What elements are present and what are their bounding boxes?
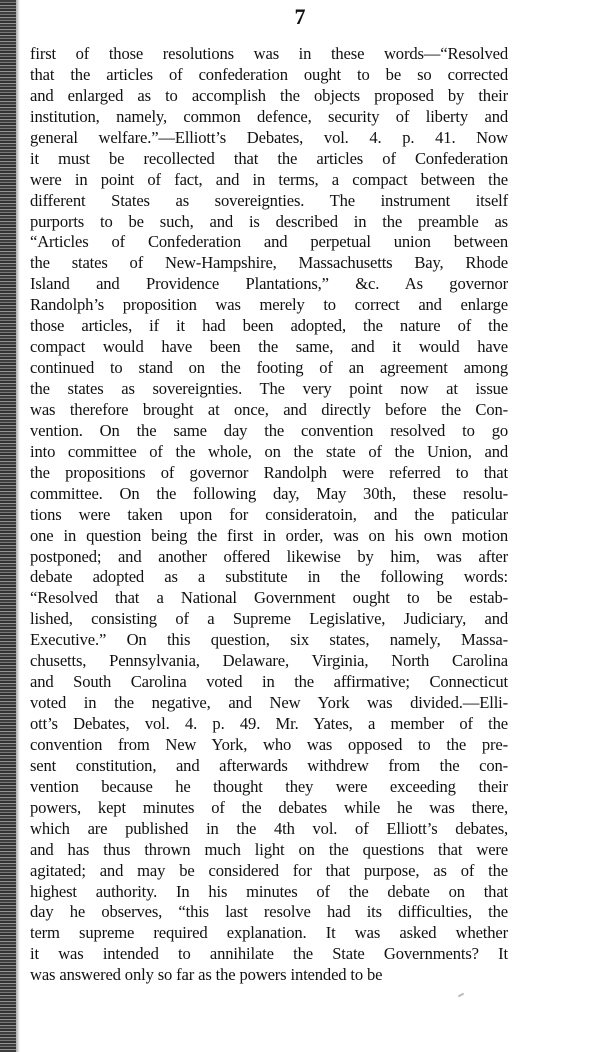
text-line: Randolph’s proposition was merely to correct and enlarge — [30, 295, 508, 315]
text-line: vention. On the same day the convention resolved to go — [30, 420, 508, 440]
text-line: voted in the negative, and New York was divided.—Elli- — [30, 693, 508, 713]
text-line: was therefore brought at once, and directly before the Con- — [30, 399, 508, 419]
text-line: Executive.” On this question, six states, namely, Massa- — [30, 630, 508, 650]
text-line: purports to be such, and is described in the preamble as — [30, 211, 508, 231]
text-line: Island and Providence Plantations,” &c. As governor — [30, 274, 508, 294]
text-line: that the articles of confederation ought to be so corrected — [30, 64, 508, 84]
book-binding-edge — [0, 0, 16, 1052]
text-line: term supreme required explanation. It was asked whether — [30, 923, 508, 943]
text-line: lished, consisting of a Supreme Legislative, Judiciary, and — [30, 609, 508, 629]
text-line: debate adopted as a substitute in the following words: — [30, 567, 508, 587]
text-line: and South Carolina voted in the affirmative; Connecticut — [30, 672, 508, 692]
text-line: the states of New-Hampshire, Massachusetts Bay, Rhode — [30, 253, 508, 273]
text-line: one in question being the first in order, was on his own motion — [30, 525, 508, 545]
text-line: continued to stand on the footing of an agreement among — [30, 358, 508, 378]
text-line: “Resolved that a National Government ought to be estab- — [30, 588, 508, 608]
text-line: was answered only so far as the powers intended to be — [30, 965, 383, 985]
text-line: different States as sovereignties. The instrument itself — [30, 190, 508, 210]
text-line: and enlarged as to accomplish the objects proposed by their — [30, 85, 508, 105]
ink-speck — [458, 993, 464, 998]
text-line: it must be recollected that the articles of Confederation — [30, 148, 508, 168]
text-line: institution, namely, common defence, security of liberty and — [30, 106, 508, 126]
body-text — [30, 44, 508, 986]
text-line: convention from New York, who was opposed to the pre- — [30, 734, 508, 754]
text-line: chusetts, Pennsylvania, Delaware, Virginia, North Carolina — [30, 651, 508, 671]
text-line: it was intended to annihilate the State Governments? It — [30, 944, 508, 964]
text-line: those articles, if it had been adopted, the nature of the — [30, 316, 508, 336]
text-line: vention because he thought they were exceeding their — [30, 776, 508, 796]
text-line: the propositions of governor Randolph were referred to that — [30, 462, 508, 482]
text-line: tions were taken upon for consideratoin, and the paticular — [30, 504, 508, 524]
text-line: the states as sovereignties. The very point now at issue — [30, 379, 508, 398]
text-line: powers, kept minutes of the debates while he was there, — [30, 797, 508, 817]
text-line: and has thus thrown much light on the questions that were — [30, 839, 508, 859]
text-line: compact would have been the same, and it would have — [30, 337, 508, 357]
text-line: agitated; and may be considered for that purpose, as of the — [30, 860, 508, 880]
text-line: first of those resolutions was in these words—“Resolved — [30, 44, 508, 63]
text-line: committee. On the following day, May 30th, these resolu- — [30, 483, 508, 503]
text-line: were in point of fact, and in terms, a compact between the — [30, 169, 508, 189]
text-line: sent constitution, and afterwards withdrew from the con- — [30, 755, 508, 775]
page-number: 7 — [294, 4, 306, 29]
text-line: postponed; and another offered likewise by him, was after — [30, 546, 508, 566]
text-line: into committee of the whole, on the state of the Union, and — [30, 441, 508, 461]
text-line: ott’s Debates, vol. 4. p. 49. Mr. Yates, a member of the — [30, 714, 508, 733]
text-line: “Articles of Confederation and perpetual union between — [30, 232, 508, 252]
text-line: general welfare.”—Elliott’s Debates, vol. 4. p. 41. Now — [30, 127, 508, 147]
text-line: which are published in the 4th vol. of Elliott’s debates, — [30, 818, 508, 838]
text-line: day he observes, “this last resolve had its difficulties, the — [30, 902, 508, 922]
text-line: highest authority. In his minutes of the debate on that — [30, 881, 508, 901]
